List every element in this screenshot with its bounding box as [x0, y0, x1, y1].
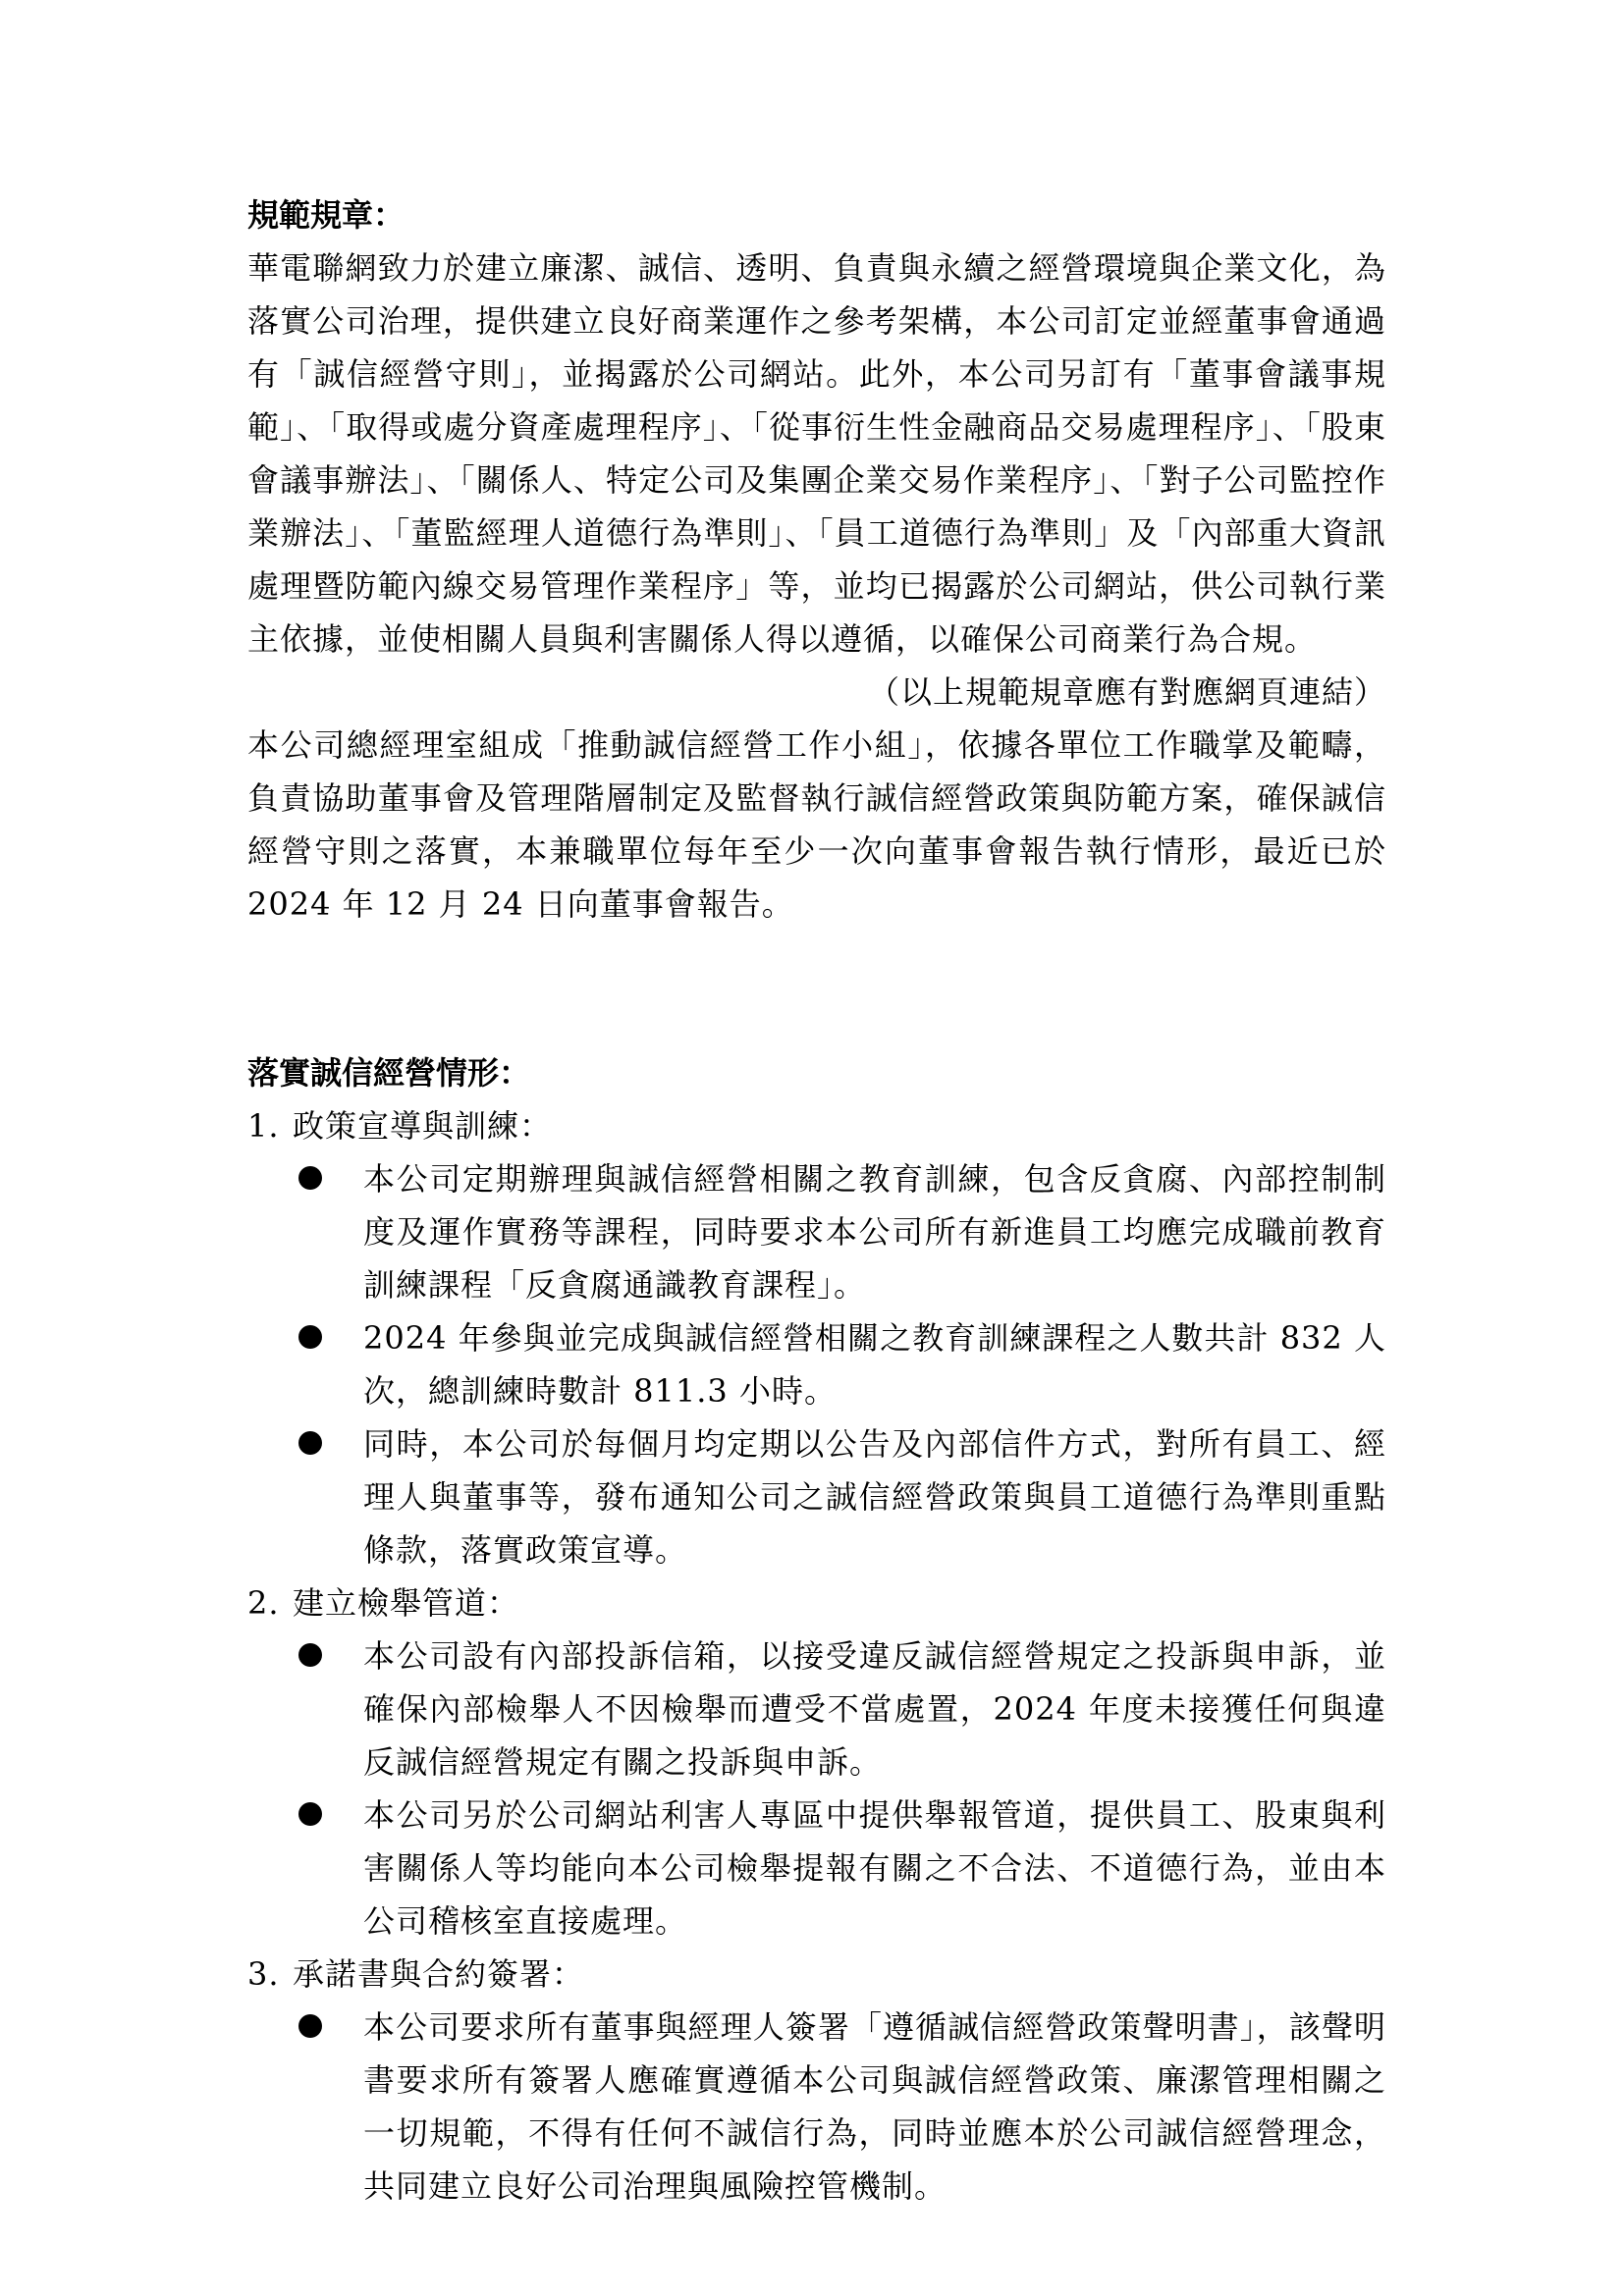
bullet-item: [247, 2001, 1386, 2213]
bullet-dot-icon: [298, 1166, 322, 1190]
bullet-dot-icon: [298, 1325, 322, 1349]
list-item-title: 政策宣導與訓練：: [293, 1107, 553, 1145]
bullet-dot-icon: [298, 1431, 322, 1455]
list-item-policy-training: [247, 1099, 1386, 1152]
bullet-item: [247, 1152, 1386, 1311]
section-title-regulations: 規範規章：: [247, 196, 406, 234]
bullet-item: [247, 1311, 1386, 1417]
bullet-list-whistleblowing: [247, 1629, 1386, 1948]
bullet-dot-icon: [298, 1802, 322, 1826]
bullet-text: 本公司設有內部投訴信箱，以接受違反誠信經營規定之投訴與申訴，並確保內部檢舉人不因檢舉而遭受不當處置，2024 年度未接獲任何與違反誠信經營規定有關之投訴與申訴。: [363, 1637, 1386, 1781]
section-spacer: [247, 931, 1386, 1046]
bullet-text: 本公司要求所有董事與經理人簽署「遵循誠信經營政策聲明書」，該聲明書要求所有簽署人應確實遵循本公司與誠信經營政策、廉潔管理相關之一切規範，不得有任何不誠信行為，同時並應本於公司誠信經營理念，共同建立良好公司治理與風險控管機制。: [363, 2008, 1386, 2205]
integrity-team-paragraph: 本公司總經理室組成「推動誠信經營工作小組」，依據各單位工作職掌及範疇，負責協助董事會及管理階層制定及監督執行誠信經營政策與防範方案，確保誠信經營守則之落實，本兼職單位每年至少一次向董事會報告執行情形，最近已於 2024 年 12 月 24 日向董事會報告。: [247, 726, 1386, 923]
bullet-item: [247, 1629, 1386, 1789]
bullet-text: 2024 年參與並完成與誠信經營相關之教育訓練課程之人數共計 832 人次，總訓練時數計 811.3 小時。: [363, 1319, 1386, 1410]
list-item-title: 建立檢舉管道：: [293, 1584, 520, 1622]
bullet-text: 本公司另於公司網站利害人專區中提供舉報管道，提供員工、股東與利害關係人等均能向本公司檢舉提報有關之不合法、不道德行為，並由本公司稽核室直接處理。: [363, 1796, 1386, 1940]
list-number: 3.: [247, 1955, 280, 1993]
bullet-item: [247, 1417, 1386, 1576]
regulations-link-note: （以上規範規章應有對應網頁連結）: [867, 673, 1386, 711]
bullet-dot-icon: [298, 1643, 322, 1667]
regulations-paragraph: 華電聯網致力於建立廉潔、誠信、透明、負責與永續之經營環境與企業文化，為落實公司治理，提供建立良好商業運作之參考架構，本公司訂定並經董事會通過有「誠信經營守則」，並揭露於公司網站。此外，本公司另訂有「董事會議事規範」、「取得或處分資產處理程序」、「從事衍生性金融商品交易處理程序」、「股東會議事辦法」、「關係人、特定公司及集團企業交易作業程序」、「對子公司監控作業辦法」、「董監經理人道德行為準則」、「員工道德行為準則」及「內部重大資訊處理暨防範內線交易管理作業程序」等，並均已揭露於公司網站，供公司執行業主依據，並使相關人員與利害關係人得以遵循，以確保公司商業行為合規。: [247, 249, 1386, 658]
list-number: 1.: [247, 1107, 280, 1145]
list-item-commitment: [247, 1948, 1386, 2001]
bullet-dot-icon: [298, 2014, 322, 2038]
bullet-text: 同時，本公司於每個月均定期以公告及內部信件方式，對所有員工、經理人與董事等，發布通知公司之誠信經營政策與員工道德行為準則重點條款，落實政策宣導。: [363, 1425, 1386, 1569]
document-content: [247, 188, 1386, 2213]
list-number: 2.: [247, 1584, 280, 1622]
list-item-whistleblowing: [247, 1576, 1386, 1629]
bullet-list-commitment: [247, 2001, 1386, 2213]
bullet-item: [247, 1789, 1386, 1948]
bullet-list-policy-training: [247, 1152, 1386, 1576]
list-item-title: 承諾書與合約簽署：: [293, 1955, 585, 1993]
bullet-text: 本公司定期辦理與誠信經營相關之教育訓練，包含反貪腐、內部控制制度及運作實務等課程，同時要求本公司所有新進員工均應完成職前教育訓練課程「反貪腐通識教育課程」。: [363, 1160, 1386, 1304]
section-title-implementation: 落實誠信經營情形：: [247, 1054, 531, 1092]
